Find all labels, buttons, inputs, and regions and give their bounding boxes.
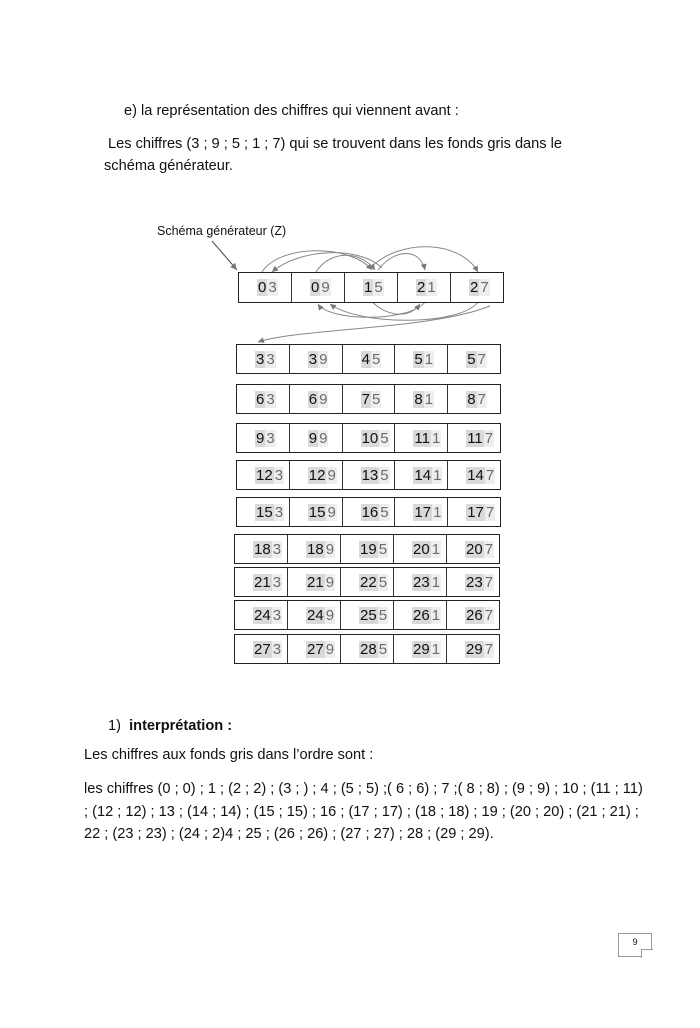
- number-tail-digit: 9: [325, 640, 335, 658]
- number-tail-digit: 5: [378, 540, 388, 558]
- table-row: [234, 534, 500, 564]
- table-cell: [288, 535, 341, 563]
- table-cell: [237, 424, 290, 452]
- number-tail-digit: 9: [325, 606, 335, 624]
- table-cell: [395, 345, 448, 373]
- number-lead-digits: 0: [258, 279, 267, 296]
- number-lead-digits: 11: [414, 429, 430, 447]
- table-cell: [447, 601, 499, 629]
- number-tail-digit: 9: [319, 350, 328, 368]
- number-tail-digit: 1: [431, 540, 441, 558]
- table-cell: [448, 498, 500, 526]
- generator-cell: [239, 273, 292, 302]
- page-fold-corner: [641, 949, 653, 958]
- number-tail-digit: 1: [431, 429, 441, 447]
- number-tail-digit: 9: [327, 503, 336, 521]
- heading-e: e) la représentation des chiffres qui viennent avant :: [124, 103, 459, 119]
- number-tail-digit: 3: [266, 390, 275, 408]
- number-tail-digit: 3: [266, 350, 275, 368]
- arc-bottom-2: [330, 302, 478, 320]
- schema-title: Schéma générateur (Z): [157, 224, 287, 238]
- table-cell: [395, 424, 448, 452]
- page-number: 9: [618, 933, 652, 957]
- number-lead-digits: 15: [256, 503, 273, 521]
- table-row: [236, 384, 501, 414]
- number-lead-digits: 27: [254, 640, 271, 658]
- table-cell: [235, 635, 288, 663]
- number-tail-digit: 7: [484, 606, 494, 624]
- number-lead-digits: 19: [360, 540, 377, 558]
- table-cell: [343, 424, 396, 452]
- number-lead-digits: 21: [254, 573, 271, 591]
- number-tail-digit: 5: [378, 640, 388, 658]
- order-list: les chiffres (0 ; 0) ; 1 ; (2 ; 2) ; (3 ; ) ; 4 ; (5 ; 5) ;( 6 ; 6) ; 7 ;( 8 ; 8) ; (9 ; 9) ; 10 ; (11 ; 11) ; (12 ; 12) ; 13 ; (14 ; 14) ; (15 ; 15) ; 16 ; (17 ; 17) ; (18 ; 18) ; 19 ; (20 ; 20) ; (21 ; 21) ; 22 ; (23 ; 23) ; (24 ; 2)4 ; 25 ; (26 ; 26) ; (27 ; 27) ; 28 ; (29 ; 29).: [84, 781, 643, 842]
- table-cell: [341, 568, 394, 596]
- table-cell: [290, 461, 343, 489]
- number-lead-digits: 3: [308, 350, 318, 368]
- number-lead-digits: 2: [417, 279, 426, 296]
- table-cell: [447, 535, 499, 563]
- number-tail-digit: 3: [266, 429, 275, 447]
- table-cell: [394, 568, 447, 596]
- number-tail-digit: 9: [325, 573, 335, 591]
- table-cell: [395, 461, 448, 489]
- number-lead-digits: 28: [360, 640, 377, 658]
- number-lead-digits: 8: [414, 390, 423, 408]
- table-cell: [237, 461, 290, 489]
- table-cell: [448, 461, 500, 489]
- number-lead-digits: 17: [414, 503, 432, 521]
- number-tail-digit: 7: [480, 279, 489, 296]
- table-cell: [341, 535, 394, 563]
- generator-cell: [398, 273, 451, 302]
- arc-top-3: [378, 254, 425, 271]
- number-lead-digits: 20: [466, 540, 483, 558]
- table-cell: [447, 635, 499, 663]
- generator-row: [238, 272, 504, 303]
- table-cell: [448, 385, 500, 413]
- table-cell: [447, 568, 499, 596]
- table-row: [234, 567, 500, 597]
- arc-bottom-3: [372, 302, 420, 314]
- number-lead-digits: 18: [254, 540, 271, 558]
- number-lead-digits: 14: [467, 466, 484, 484]
- number-tail-digit: 5: [374, 279, 383, 296]
- number-lead-digits: 18: [307, 540, 324, 558]
- number-lead-digits: 23: [466, 573, 483, 591]
- table-cell: [395, 385, 448, 413]
- table-cell: [290, 424, 343, 452]
- number-lead-digits: 16: [361, 503, 379, 521]
- intro-line-1: Les chiffres (3 ; 9 ; 5 ; 1 ; 7) qui se trouvent dans les fonds gris dans le: [108, 136, 563, 152]
- number-lead-digits: 13: [361, 466, 379, 484]
- number-lead-digits: 24: [254, 606, 271, 624]
- table-cell: [237, 498, 290, 526]
- number-lead-digits: 23: [413, 573, 430, 591]
- number-lead-digits: 3: [256, 350, 265, 368]
- number-tail-digit: 7: [484, 640, 494, 658]
- number-tail-digit: 7: [477, 390, 486, 408]
- number-tail-digit: 5: [380, 503, 389, 521]
- number-tail-digit: 1: [433, 466, 442, 484]
- number-lead-digits: 14: [414, 466, 432, 484]
- number-lead-digits: 27: [307, 640, 324, 658]
- number-lead-digits: 17: [467, 503, 484, 521]
- number-lead-digits: 4: [361, 350, 370, 368]
- number-lead-digits: 9: [308, 429, 318, 447]
- number-tail-digit: 9: [327, 466, 336, 484]
- number-lead-digits: 26: [413, 606, 430, 624]
- number-tail-digit: 7: [484, 540, 494, 558]
- table-cell: [288, 568, 341, 596]
- number-tail-digit: 7: [485, 503, 495, 521]
- table-cell: [235, 568, 288, 596]
- section-title: [108, 718, 232, 734]
- table-cell: [341, 601, 394, 629]
- number-tail-digit: 5: [380, 466, 389, 484]
- number-tail-digit: 1: [424, 350, 434, 368]
- table-cell: [288, 601, 341, 629]
- number-lead-digits: 5: [467, 350, 476, 368]
- arc-top-4: [370, 247, 478, 272]
- number-tail-digit: 9: [325, 540, 335, 558]
- number-tail-digit: 1: [427, 279, 436, 296]
- number-tail-digit: 7: [484, 429, 494, 447]
- generator-arrows: [0, 0, 700, 360]
- table-cell: [237, 345, 290, 373]
- number-lead-digits: 7: [361, 390, 370, 408]
- number-lead-digits: 10: [361, 429, 379, 447]
- table-cell: [343, 498, 396, 526]
- table-cell: [448, 345, 500, 373]
- number-tail-digit: 9: [319, 390, 328, 408]
- number-tail-digit: 5: [378, 573, 388, 591]
- table-cell: [395, 498, 448, 526]
- number-lead-digits: 20: [413, 540, 430, 558]
- table-cell: [394, 535, 447, 563]
- number-lead-digits: 15: [308, 503, 326, 521]
- number-lead-digits: 5: [414, 350, 423, 368]
- table-cell: [235, 601, 288, 629]
- number-lead-digits: 1: [364, 279, 373, 296]
- number-lead-digits: 12: [308, 466, 326, 484]
- number-tail-digit: 3: [274, 466, 284, 484]
- table-row: [234, 600, 500, 630]
- table-cell: [394, 635, 447, 663]
- table-cell: [343, 461, 396, 489]
- number-lead-digits: 29: [466, 640, 483, 658]
- number-lead-digits: 22: [360, 573, 377, 591]
- table-cell: [448, 424, 500, 452]
- number-lead-digits: 2: [470, 279, 479, 296]
- order-intro: Les chiffres aux fonds gris dans l’ordre sont :: [84, 747, 374, 763]
- number-lead-digits: 6: [256, 390, 265, 408]
- table-row: [236, 497, 501, 527]
- number-tail-digit: 1: [431, 573, 441, 591]
- table-cell: [237, 385, 290, 413]
- number-lead-digits: 11: [467, 429, 483, 447]
- number-lead-digits: 6: [308, 390, 318, 408]
- intro-line-2: schéma générateur.: [104, 158, 233, 174]
- number-lead-digits: 24: [307, 606, 324, 624]
- table-row: [236, 423, 501, 453]
- number-tail-digit: 1: [424, 390, 434, 408]
- generator-cell: [292, 273, 345, 302]
- table-cell: [343, 345, 396, 373]
- number-lead-digits: 21: [307, 573, 324, 591]
- table-cell: [288, 635, 341, 663]
- generator-cell: [345, 273, 398, 302]
- table-row: [234, 634, 500, 664]
- arc-top-5: [272, 253, 382, 272]
- number-tail-digit: 7: [484, 573, 494, 591]
- number-tail-digit: 3: [268, 279, 277, 296]
- number-tail-digit: 1: [431, 606, 441, 624]
- table-cell: [343, 385, 396, 413]
- number-tail-digit: 5: [380, 429, 389, 447]
- section-number: 1): [108, 718, 121, 734]
- table-row: [236, 460, 501, 490]
- number-tail-digit: 3: [272, 573, 282, 591]
- number-tail-digit: 7: [485, 466, 495, 484]
- number-lead-digits: 26: [466, 606, 483, 624]
- table-cell: [394, 601, 447, 629]
- number-lead-digits: 9: [256, 429, 265, 447]
- number-tail-digit: 5: [371, 350, 381, 368]
- number-tail-digit: 3: [272, 640, 282, 658]
- table-cell: [290, 385, 343, 413]
- table-row: [236, 344, 501, 374]
- number-lead-digits: 25: [360, 606, 377, 624]
- arc-bottom-1: [318, 302, 425, 317]
- table-cell: [290, 498, 343, 526]
- number-tail-digit: 3: [272, 606, 282, 624]
- number-lead-digits: 8: [467, 390, 476, 408]
- section-title-text: interprétation :: [129, 718, 233, 734]
- number-tail-digit: 3: [272, 540, 282, 558]
- label-pointer-arrow: [212, 241, 237, 270]
- number-tail-digit: 1: [433, 503, 442, 521]
- table-cell: [235, 535, 288, 563]
- number-tail-digit: 5: [371, 390, 381, 408]
- generator-cell: [451, 273, 503, 302]
- table-cell: [290, 345, 343, 373]
- number-tail-digit: 1: [431, 640, 441, 658]
- number-tail-digit: 9: [319, 429, 328, 447]
- number-tail-digit: 7: [477, 350, 486, 368]
- number-tail-digit: 5: [378, 606, 388, 624]
- number-tail-digit: 3: [274, 503, 284, 521]
- number-lead-digits: 12: [256, 466, 273, 484]
- arc-to-table: [258, 306, 490, 342]
- number-lead-digits: 29: [413, 640, 430, 658]
- number-tail-digit: 9: [321, 279, 330, 296]
- number-lead-digits: 0: [311, 279, 320, 296]
- table-cell: [341, 635, 394, 663]
